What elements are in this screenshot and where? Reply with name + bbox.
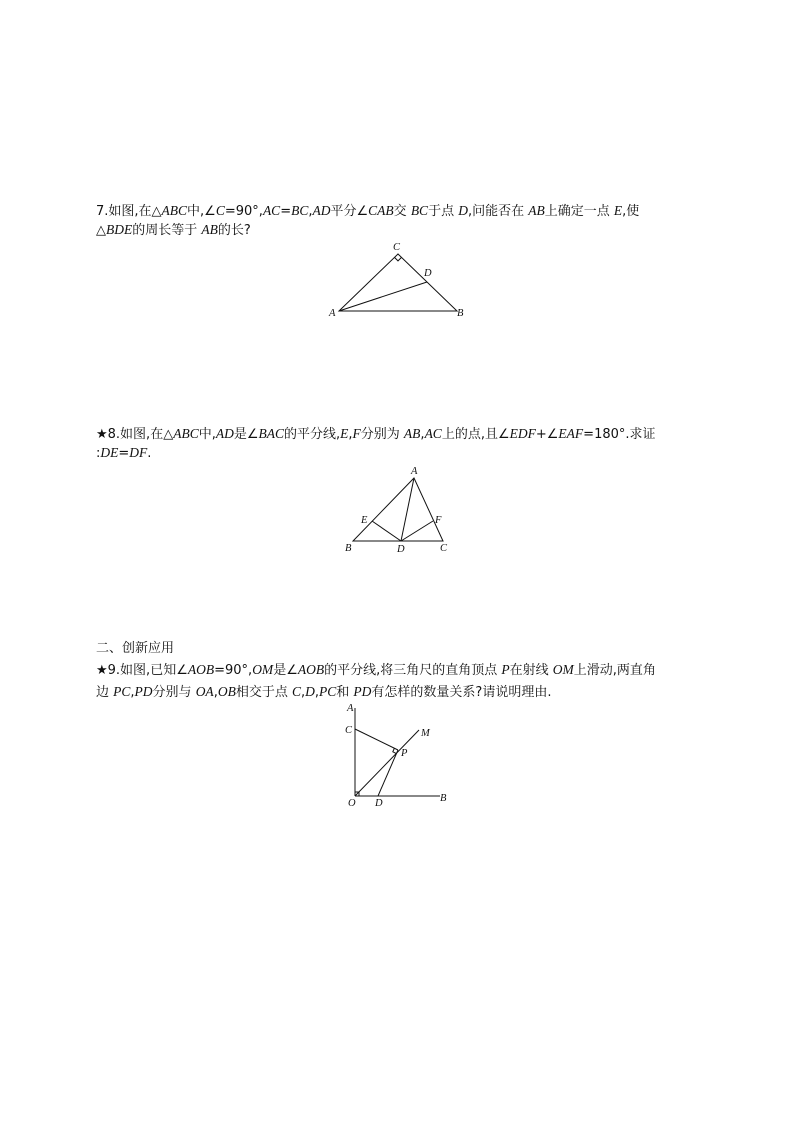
text-run: 有怎样的数量关系?请说明理由.	[371, 685, 552, 700]
math-symbol: OM	[252, 662, 274, 677]
text-run: 上确定一点	[544, 204, 614, 219]
math-symbol: OM	[552, 662, 574, 677]
text-run: 是∠	[233, 427, 259, 442]
q9-label-o: O	[348, 798, 356, 809]
math-symbol: AC	[262, 203, 281, 218]
q8-segment-de	[372, 521, 401, 541]
q7-label-c: C	[393, 242, 401, 253]
q7-label-d: D	[424, 268, 432, 279]
text-run: 的长?	[217, 223, 251, 238]
math-symbol: AOB	[187, 662, 215, 677]
q8-text-line1	[96, 425, 656, 444]
text-run: ★9.如图,已知∠	[96, 663, 188, 678]
q9-segment-pc	[355, 729, 398, 750]
q7-text-line1	[96, 202, 639, 221]
text-run: ,使	[622, 204, 640, 219]
q8-label-e: E	[361, 515, 368, 526]
text-run: ,	[348, 427, 353, 442]
text-run: .	[147, 446, 152, 461]
q9-label-d: D	[375, 798, 383, 809]
q7-label-b: B	[457, 308, 464, 319]
q8-label-b: B	[345, 543, 352, 554]
q7-right-angle-mark	[395, 257, 402, 261]
math-symbol: AB	[528, 203, 545, 218]
text-run: 上滑动,两直角	[573, 663, 656, 678]
math-symbol: F	[352, 426, 361, 441]
q8-label-d: D	[397, 544, 405, 555]
math-symbol: E	[613, 203, 623, 218]
q9-label-p: P	[401, 748, 408, 759]
q7-segment-ad	[339, 282, 427, 311]
q8-segment-df	[401, 521, 433, 541]
text-run: 相交于点	[235, 685, 292, 700]
math-symbol: EAF	[558, 426, 584, 441]
math-symbol: DF	[129, 445, 148, 460]
q9-segment-pd	[378, 750, 398, 796]
text-run: 的周长等于	[132, 223, 202, 238]
math-symbol: E	[340, 426, 349, 441]
math-symbol: BC	[410, 203, 429, 218]
text-run: ,	[308, 204, 313, 219]
text-run: =90°,	[214, 663, 253, 678]
math-symbol: PD	[134, 684, 153, 699]
q9-text-line2	[96, 683, 551, 702]
text-run: △	[96, 223, 106, 238]
text-run: 和	[336, 685, 354, 700]
text-run: 7.如图,在△	[96, 204, 162, 219]
text-run: ,	[420, 427, 425, 442]
section-title: 二、创新应用	[96, 641, 175, 656]
math-symbol: P	[501, 662, 510, 677]
text-run: =	[118, 446, 130, 461]
math-symbol: PD	[353, 684, 372, 699]
q8-segment-ad	[401, 478, 414, 541]
q9-text-line1	[96, 661, 656, 680]
q8-label-a: A	[411, 466, 418, 477]
math-symbol: AB	[201, 222, 218, 237]
text-run: ,	[130, 685, 135, 700]
math-symbol: D	[458, 203, 468, 218]
q7-figure	[320, 238, 480, 326]
text-run: ,	[213, 685, 218, 700]
math-symbol: CAB	[368, 203, 394, 218]
math-symbol: AOB	[297, 662, 325, 677]
text-run: 中,	[198, 427, 216, 442]
math-symbol: AD	[215, 426, 234, 441]
math-symbol: DE	[100, 445, 119, 460]
q9-label-b: B	[440, 793, 447, 804]
q9-figure	[340, 700, 460, 815]
text-run: 上的点,且∠	[441, 427, 510, 442]
q7-label-a: A	[329, 308, 336, 319]
text-run: 的平分线,将三角尺的直角顶点	[324, 663, 502, 678]
q9-ray-om	[355, 730, 419, 796]
q7-triangle-abc	[339, 254, 457, 311]
text-run: 中,∠	[187, 204, 216, 219]
text-run: =	[280, 204, 292, 219]
math-symbol: D	[305, 684, 315, 699]
math-symbol: OA	[195, 684, 214, 699]
text-run: 边	[96, 685, 114, 700]
math-symbol: AC	[424, 426, 442, 441]
q7-text-line2	[96, 221, 251, 240]
math-symbol: C	[215, 203, 225, 218]
q8-figure	[340, 463, 460, 558]
math-symbol: AB	[403, 426, 421, 441]
math-symbol: OB	[217, 684, 236, 699]
math-symbol: C	[291, 684, 301, 699]
q8-label-f: F	[435, 515, 442, 526]
text-run: 平分∠	[330, 204, 369, 219]
math-symbol: ABC	[173, 426, 199, 441]
text-run: 分别为	[360, 427, 404, 442]
math-symbol: BDE	[106, 222, 133, 237]
text-run: 分别与	[152, 685, 196, 700]
math-symbol: AD	[312, 203, 331, 218]
q8-triangle-abc	[353, 478, 443, 541]
math-symbol: PC	[113, 684, 131, 699]
text-run: =90°,	[224, 204, 263, 219]
math-symbol: BC	[291, 203, 309, 218]
text-run: ,	[314, 685, 320, 700]
text-run: +∠	[535, 427, 559, 442]
text-run: 的平分线,	[284, 427, 341, 442]
text-run: ★8.如图,在△	[96, 427, 174, 442]
text-run: ,问能否在	[467, 204, 529, 219]
q9-label-m: M	[421, 728, 430, 739]
text-run: ,	[300, 685, 306, 700]
text-run: 是∠	[273, 663, 298, 678]
text-run: 交	[393, 204, 411, 219]
math-symbol: EDF	[509, 426, 536, 441]
q8-text-line2	[96, 444, 151, 463]
math-symbol: PC	[319, 684, 337, 699]
text-run: =180°.求证	[583, 427, 656, 442]
q8-label-c: C	[440, 543, 448, 554]
text-run: :	[96, 446, 101, 461]
math-symbol: ABC	[161, 203, 188, 218]
q9-label-a: A	[347, 703, 354, 714]
text-run: 于点	[428, 204, 459, 219]
text-run: 在射线	[509, 663, 553, 678]
math-symbol: BAC	[258, 426, 284, 441]
q9-label-c: C	[345, 725, 353, 736]
